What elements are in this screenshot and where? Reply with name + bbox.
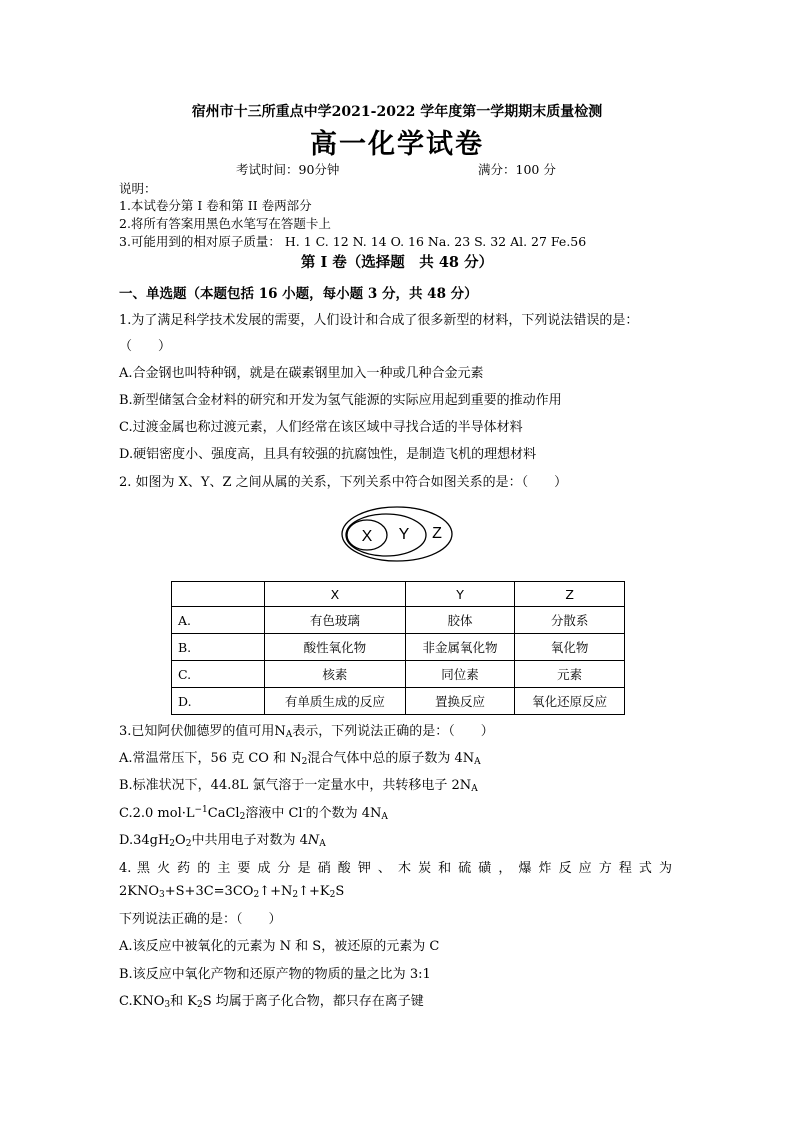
table-cell: 有单质生成的反应 bbox=[265, 688, 406, 715]
note-item: 3.可能用到的相对原子质量： H. 1 C. 12 N. 14 O. 16 Na. 23 S. 32 Al. 27 Fe.56 bbox=[119, 234, 587, 249]
venn-diagram bbox=[340, 504, 460, 566]
table-cell: 酸性氧化物 bbox=[265, 634, 406, 661]
subscript: A bbox=[381, 812, 388, 822]
table-row bbox=[172, 688, 625, 715]
question-1-option-d: D.硬铝密度小、强度高，且具有较强的抗腐蚀性，是制造飞机的理想材料 bbox=[119, 447, 537, 462]
table-cell: 非金属氧化物 bbox=[405, 634, 515, 661]
question-4-option-b: B.该反应中氧化产物和还原产物的物质的量之比为 3:1 bbox=[119, 967, 431, 982]
option-text-italic: N bbox=[307, 833, 320, 848]
venn-middle-ellipse bbox=[346, 514, 426, 556]
equation-text: 2KNO bbox=[119, 884, 160, 899]
question-4-equation bbox=[119, 884, 344, 900]
question-1-stem: 1.为了满足科学技术发展的需要，人们设计和合成了很多新型的材料，下列说法错误的是： bbox=[119, 313, 639, 328]
question-3-option-d bbox=[119, 829, 326, 849]
exam-title: 高一化学试卷 bbox=[310, 129, 484, 160]
table-row bbox=[172, 661, 625, 688]
exam-time: 考试时间：90分钟 bbox=[236, 162, 340, 177]
superscript: - bbox=[302, 805, 306, 815]
equation-text: ↑+N bbox=[259, 884, 293, 899]
equation-text: +S+3C=3CO bbox=[164, 884, 254, 899]
venn-label-z: Z bbox=[432, 525, 442, 542]
option-text: 和 K bbox=[170, 994, 197, 1009]
option-text: 溶液中 Cl bbox=[245, 806, 303, 821]
table-cell: 氧化物 bbox=[515, 634, 625, 661]
subscript: A bbox=[285, 730, 293, 740]
subscript: A bbox=[319, 839, 326, 849]
subscript: 2 bbox=[185, 839, 192, 849]
question-4-stem: 4. 黑 火 药 的 主 要 成 分 是 硝 酸 钾 、 木 炭 和 硫 磺 ， 爆 炸 反 应 方 程 式 为 bbox=[119, 861, 672, 876]
subscript: 2 bbox=[329, 890, 336, 900]
question-4-ask: 下列说法正确的是：（ ） bbox=[119, 912, 282, 927]
subscript: 2 bbox=[239, 812, 246, 822]
subscript: A bbox=[474, 757, 481, 767]
question-4-option-c bbox=[119, 990, 424, 1010]
table-cell: D. bbox=[172, 688, 265, 715]
subscript: 2 bbox=[169, 839, 176, 849]
question-3-option-c bbox=[119, 802, 388, 822]
question-2-stem: 2. 如图为 X、Y、Z 之间从属的关系，下列关系中符合如图关系的是：（ ） bbox=[119, 475, 568, 490]
table-row bbox=[172, 607, 625, 634]
exam-school-heading: 宿州市十三所重点中学2021-2022 学年度第一学期期末质量检测 bbox=[191, 104, 603, 120]
equation-text: S bbox=[335, 884, 345, 899]
note-item: 1.本试卷分第 I 卷和第 II 卷两部分 bbox=[119, 198, 312, 213]
exam-score: 满分：100 分 bbox=[478, 162, 556, 177]
table-cell: B. bbox=[172, 634, 265, 661]
question-2-table bbox=[171, 581, 625, 715]
section-heading: 一、单选题（本题包括 16 小题，每小题 3 分，共 48 分） bbox=[119, 286, 478, 302]
subscript: 2 bbox=[292, 890, 299, 900]
table-header-cell: Z bbox=[515, 582, 625, 607]
table-cell: 置换反应 bbox=[405, 688, 515, 715]
table-cell: 分散系 bbox=[515, 607, 625, 634]
table-header-cell: Y bbox=[405, 582, 515, 607]
table-cell: 同位素 bbox=[405, 661, 515, 688]
option-text: O bbox=[175, 833, 186, 848]
venn-label-x: X bbox=[361, 528, 373, 545]
question-3-stem bbox=[119, 720, 494, 740]
notes-label: 说明： bbox=[119, 181, 157, 196]
subscript: 2 bbox=[253, 890, 260, 900]
option-text: CaCl bbox=[207, 806, 240, 821]
venn-label-y: Y bbox=[398, 526, 410, 543]
equation-text: ↑+K bbox=[298, 884, 330, 899]
stem-text: 3.已知阿伏伽德罗的值可用N bbox=[119, 724, 286, 739]
question-1-option-a: A.合金钢也叫特种钢，就是在碳素钢里加入一种或几种合金元素 bbox=[119, 366, 484, 381]
question-1-option-c: C.过渡金属也称过渡元素，人们经常在该区域中寻找合适的半导体材料 bbox=[119, 420, 523, 435]
note-item: 2.将所有答案用黑色水笔写在答题卡上 bbox=[119, 216, 331, 231]
option-text: 中共用电子对数为 4 bbox=[191, 833, 308, 848]
table-header-row bbox=[172, 582, 625, 607]
stem-text: 表示，下列说法正确的是：（ ） bbox=[292, 724, 494, 739]
question-3-option-a bbox=[119, 747, 481, 767]
table-header-cell: X bbox=[265, 582, 406, 607]
option-text: B.标准状况下，44.8L 氯气溶于一定量水中，共转移电子 2N bbox=[119, 778, 472, 793]
table-cell: 元素 bbox=[515, 661, 625, 688]
option-text: 混合气体中总的原子数为 4N bbox=[307, 751, 475, 766]
question-4-option-a: A.该反应中被氧化的元素为 N 和 S，被还原的元素为 C bbox=[119, 939, 440, 954]
table-cell: A. bbox=[172, 607, 265, 634]
option-text: S 均属于离子化合物，都只存在离子键 bbox=[202, 994, 424, 1009]
question-1-blank: （ ） bbox=[119, 339, 172, 354]
option-text: A.常温常压下，56 克 CO 和 N bbox=[119, 751, 302, 766]
table-row bbox=[172, 634, 625, 661]
table-cell: 核素 bbox=[265, 661, 406, 688]
table-cell: 有色玻璃 bbox=[265, 607, 406, 634]
superscript: −1 bbox=[194, 805, 208, 815]
option-text: C.KNO bbox=[119, 994, 165, 1009]
option-text: C.2.0 mol·L bbox=[119, 806, 195, 821]
subscript: 3 bbox=[159, 890, 165, 900]
question-1-option-b: B.新型储氢合金材料的研究和开发为氢气能源的实际应用起到重要的推动作用 bbox=[119, 393, 562, 408]
option-text: D.34gH bbox=[119, 833, 170, 848]
option-text: 的个数为 4N bbox=[305, 806, 382, 821]
subscript: 3 bbox=[164, 1000, 171, 1010]
table-cell: 氧化还原反应 bbox=[515, 688, 625, 715]
table-header-cell bbox=[172, 582, 265, 607]
subscript: A bbox=[471, 784, 478, 794]
table-cell: C. bbox=[172, 661, 265, 688]
table-cell: 胶体 bbox=[405, 607, 515, 634]
subscript: 2 bbox=[301, 757, 308, 767]
subscript: 2 bbox=[196, 1000, 203, 1010]
part-one-heading: 第 I 卷（选择题 共 48 分） bbox=[300, 254, 494, 271]
question-3-option-b bbox=[119, 774, 478, 794]
